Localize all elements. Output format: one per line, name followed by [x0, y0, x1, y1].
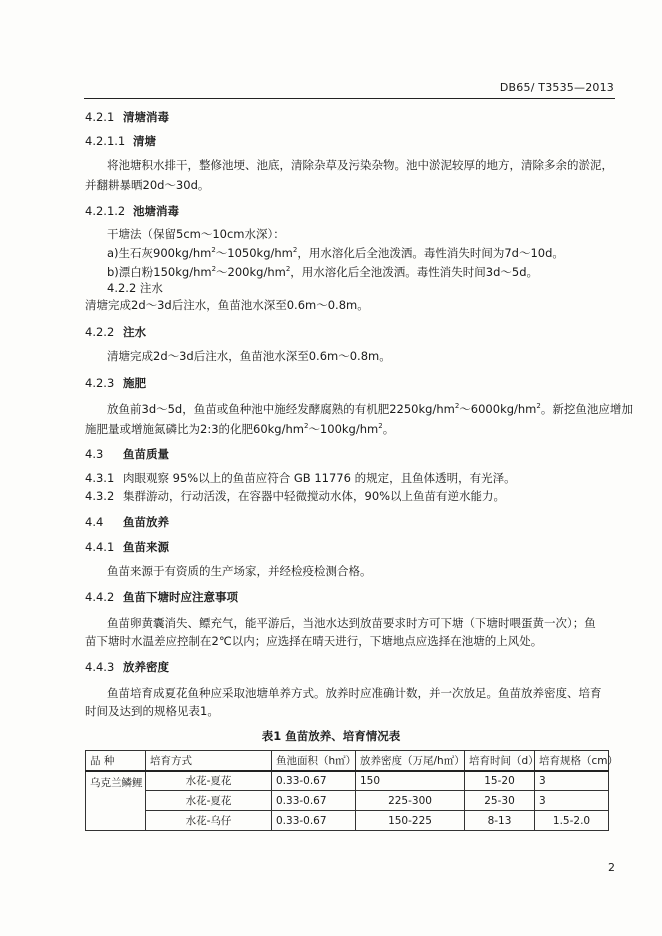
header-cell: 鱼池面积（h㎡） — [272, 751, 356, 771]
species-cell: 乌克兰鳞鲤 — [86, 771, 146, 831]
table-cell: 1.5-2.0 — [535, 811, 609, 831]
table-row — [86, 771, 609, 791]
table-cell: 150-225 — [356, 811, 465, 831]
paragraph-line: 鱼苗来源于有资质的生产场家，并经检疫检测合格。 — [107, 564, 372, 578]
section-title: 放养密度 — [123, 660, 169, 674]
superscript: 2 — [211, 246, 216, 254]
header-cell: 品 种 — [86, 751, 146, 771]
paragraph-line: 鱼苗卵黄囊消失、鳔充气，能平游后，当池水达到放苗要求时方可下塘（下塘时喂蛋黄一次）；鱼 — [107, 616, 596, 630]
paragraph-line: 并翻耕暴晒20d～30d。 — [85, 178, 210, 192]
section-title: 注水 — [123, 325, 146, 339]
section-number: 4.2.2 — [85, 325, 115, 339]
superscript: 2 — [292, 246, 298, 254]
table-row — [86, 791, 609, 811]
table-cell: 225-300 — [356, 791, 465, 811]
table-cell: 150 — [356, 771, 465, 791]
clause-text: 肉眼观察 95%以上的鱼苗应符合 GB 11776 的规定，且鱼体透明，有光泽。 — [123, 471, 516, 485]
superscript: 2 — [303, 422, 309, 430]
paragraph-line: 将池塘积水排干，整修池埂、池底，清除杂草及污染杂物。池中淤泥较厚的地方，清除多余的淤泥， — [107, 158, 613, 172]
section-number: 4.2.1.2 — [85, 204, 126, 218]
table-cell: 15-20 — [465, 771, 535, 791]
heading-4-4-3 — [85, 659, 169, 675]
table-cell: 3 — [535, 771, 609, 791]
paragraph-line: 清塘完成2d～3d后注水，鱼苗池水深至0.6m～0.8m。 — [107, 349, 391, 363]
heading-4-3 — [85, 446, 169, 462]
inline-subheading: 4.2.2 注水 — [107, 281, 163, 295]
item-b-text: b)漂白粉150kg/hm — [107, 265, 212, 279]
section-title: 鱼苗质量 — [123, 447, 169, 461]
item-a — [107, 245, 564, 261]
stocking-table — [85, 750, 619, 831]
item-a-text: a)生石灰900kg/hm — [107, 246, 212, 260]
item-b-text: ，用水溶化后全池泼洒。毒性消失时间3d～5d。 — [290, 265, 539, 279]
header-cell: 培育时间（d） — [465, 751, 535, 771]
header-cell: 培育规格（cm） — [535, 751, 609, 771]
section-number: 4.4 — [85, 515, 104, 529]
section-title: 鱼苗来源 — [123, 540, 169, 554]
section-number: 4.4.3 — [85, 660, 115, 674]
table-caption: 表1 鱼苗放养、培育情况表 — [261, 729, 401, 743]
superscript: 2 — [211, 265, 217, 273]
header-rule — [84, 98, 615, 99]
clause-text: 集群游动，行动活泼，在容器中轻微搅动水体，90%以上鱼苗有逆水能力。 — [123, 489, 506, 503]
table-cell: 3 — [535, 791, 609, 811]
table-header-row — [86, 751, 609, 771]
text-run: 。 — [382, 422, 395, 436]
section-title: 清塘消毒 — [123, 110, 169, 124]
table-cell: 8-13 — [465, 811, 535, 831]
header-cell: 放养密度（万尾/h㎡） — [356, 751, 465, 771]
section-number: 4.4.2 — [85, 590, 115, 604]
heading-4-4-1 — [85, 539, 169, 555]
text-run: 放鱼前3d～5d，鱼苗或鱼种池中施经发酵腐熟的有机肥2250kg/hm — [107, 402, 455, 416]
table-cell: 0.33-0.67 — [272, 811, 356, 831]
text-run: ～6000kg/hm — [459, 402, 537, 416]
item-a-text: ～1050kg/hm — [215, 246, 293, 260]
section-number: 4.2.3 — [85, 376, 115, 390]
paragraph-line: 苗下塘时水温差应控制在2℃以内；应选择在晴天进行，下塘地点应选择在池塘的上风处。 — [85, 634, 543, 648]
item-b — [107, 264, 538, 280]
heading-4-2-1 — [85, 109, 169, 125]
section-number: 4.2.1 — [85, 110, 115, 124]
section-number: 4.4.1 — [85, 540, 115, 554]
heading-4-2-2 — [85, 324, 146, 340]
section-title: 清塘 — [133, 134, 156, 148]
table-cell: 0.33-0.67 — [272, 791, 356, 811]
paragraph-line — [107, 401, 633, 417]
section-title: 鱼苗放养 — [123, 515, 169, 529]
section-number: 4.2.1.1 — [85, 134, 126, 148]
heading-4-2-1-1 — [85, 133, 156, 149]
text-run: 。新挖鱼池应增加 — [540, 402, 633, 416]
page-number: 2 — [608, 861, 615, 874]
clause-4-3-1 — [85, 470, 516, 486]
heading-4-4 — [85, 514, 169, 530]
paragraph-line: 鱼苗培育成夏花鱼种应采取池塘单养方式。放养时应准确计数，并一次放足。鱼苗放养密度、培育 — [107, 686, 602, 700]
section-number: 4.3 — [85, 447, 104, 461]
superscript: 2 — [454, 402, 460, 410]
paragraph-line: 时间及达到的规格见表1。 — [85, 704, 219, 718]
superscript: 2 — [285, 265, 291, 273]
table-cell: 25-30 — [465, 791, 535, 811]
item-a-text: ，用水溶化后全池泼洒。毒性消失时间为7d～10d。 — [297, 246, 564, 260]
heading-4-4-2 — [85, 589, 238, 605]
paragraph-line: 清塘完成2d～3d后注水，鱼苗池水深至0.6m～0.8m。 — [85, 298, 369, 312]
document-code: DB65/ T3535—2013 — [499, 81, 614, 94]
superscript: 2 — [378, 422, 383, 430]
header-cell: 培育方式 — [146, 751, 272, 771]
clause-number: 4.3.2 — [85, 489, 115, 503]
table-cell: 水花-乌仔 — [146, 811, 272, 831]
clause-number: 4.3.1 — [85, 471, 115, 485]
table-cell: 水花-夏花 — [146, 771, 272, 791]
heading-4-2-1-2 — [85, 203, 179, 219]
superscript: 2 — [536, 402, 541, 410]
section-title: 池塘消毒 — [133, 204, 179, 218]
text-run: 施肥量或增施氮磷比为2:3的化肥60kg/hm — [85, 422, 304, 436]
paragraph-line — [85, 421, 394, 437]
text-run: ～100kg/hm — [308, 422, 379, 436]
table-cell: 水花-夏花 — [146, 791, 272, 811]
section-title: 鱼苗下塘时应注意事项 — [123, 590, 238, 604]
clause-4-3-2 — [85, 488, 505, 504]
heading-4-2-3 — [85, 375, 146, 391]
paragraph-line: 干塘法（保留5cm～10cm水深）： — [107, 227, 285, 241]
table-row — [86, 811, 609, 831]
section-title: 施肥 — [123, 376, 146, 390]
table-cell: 0.33-0.67 — [272, 771, 356, 791]
item-b-text: ～200kg/hm — [216, 265, 286, 279]
